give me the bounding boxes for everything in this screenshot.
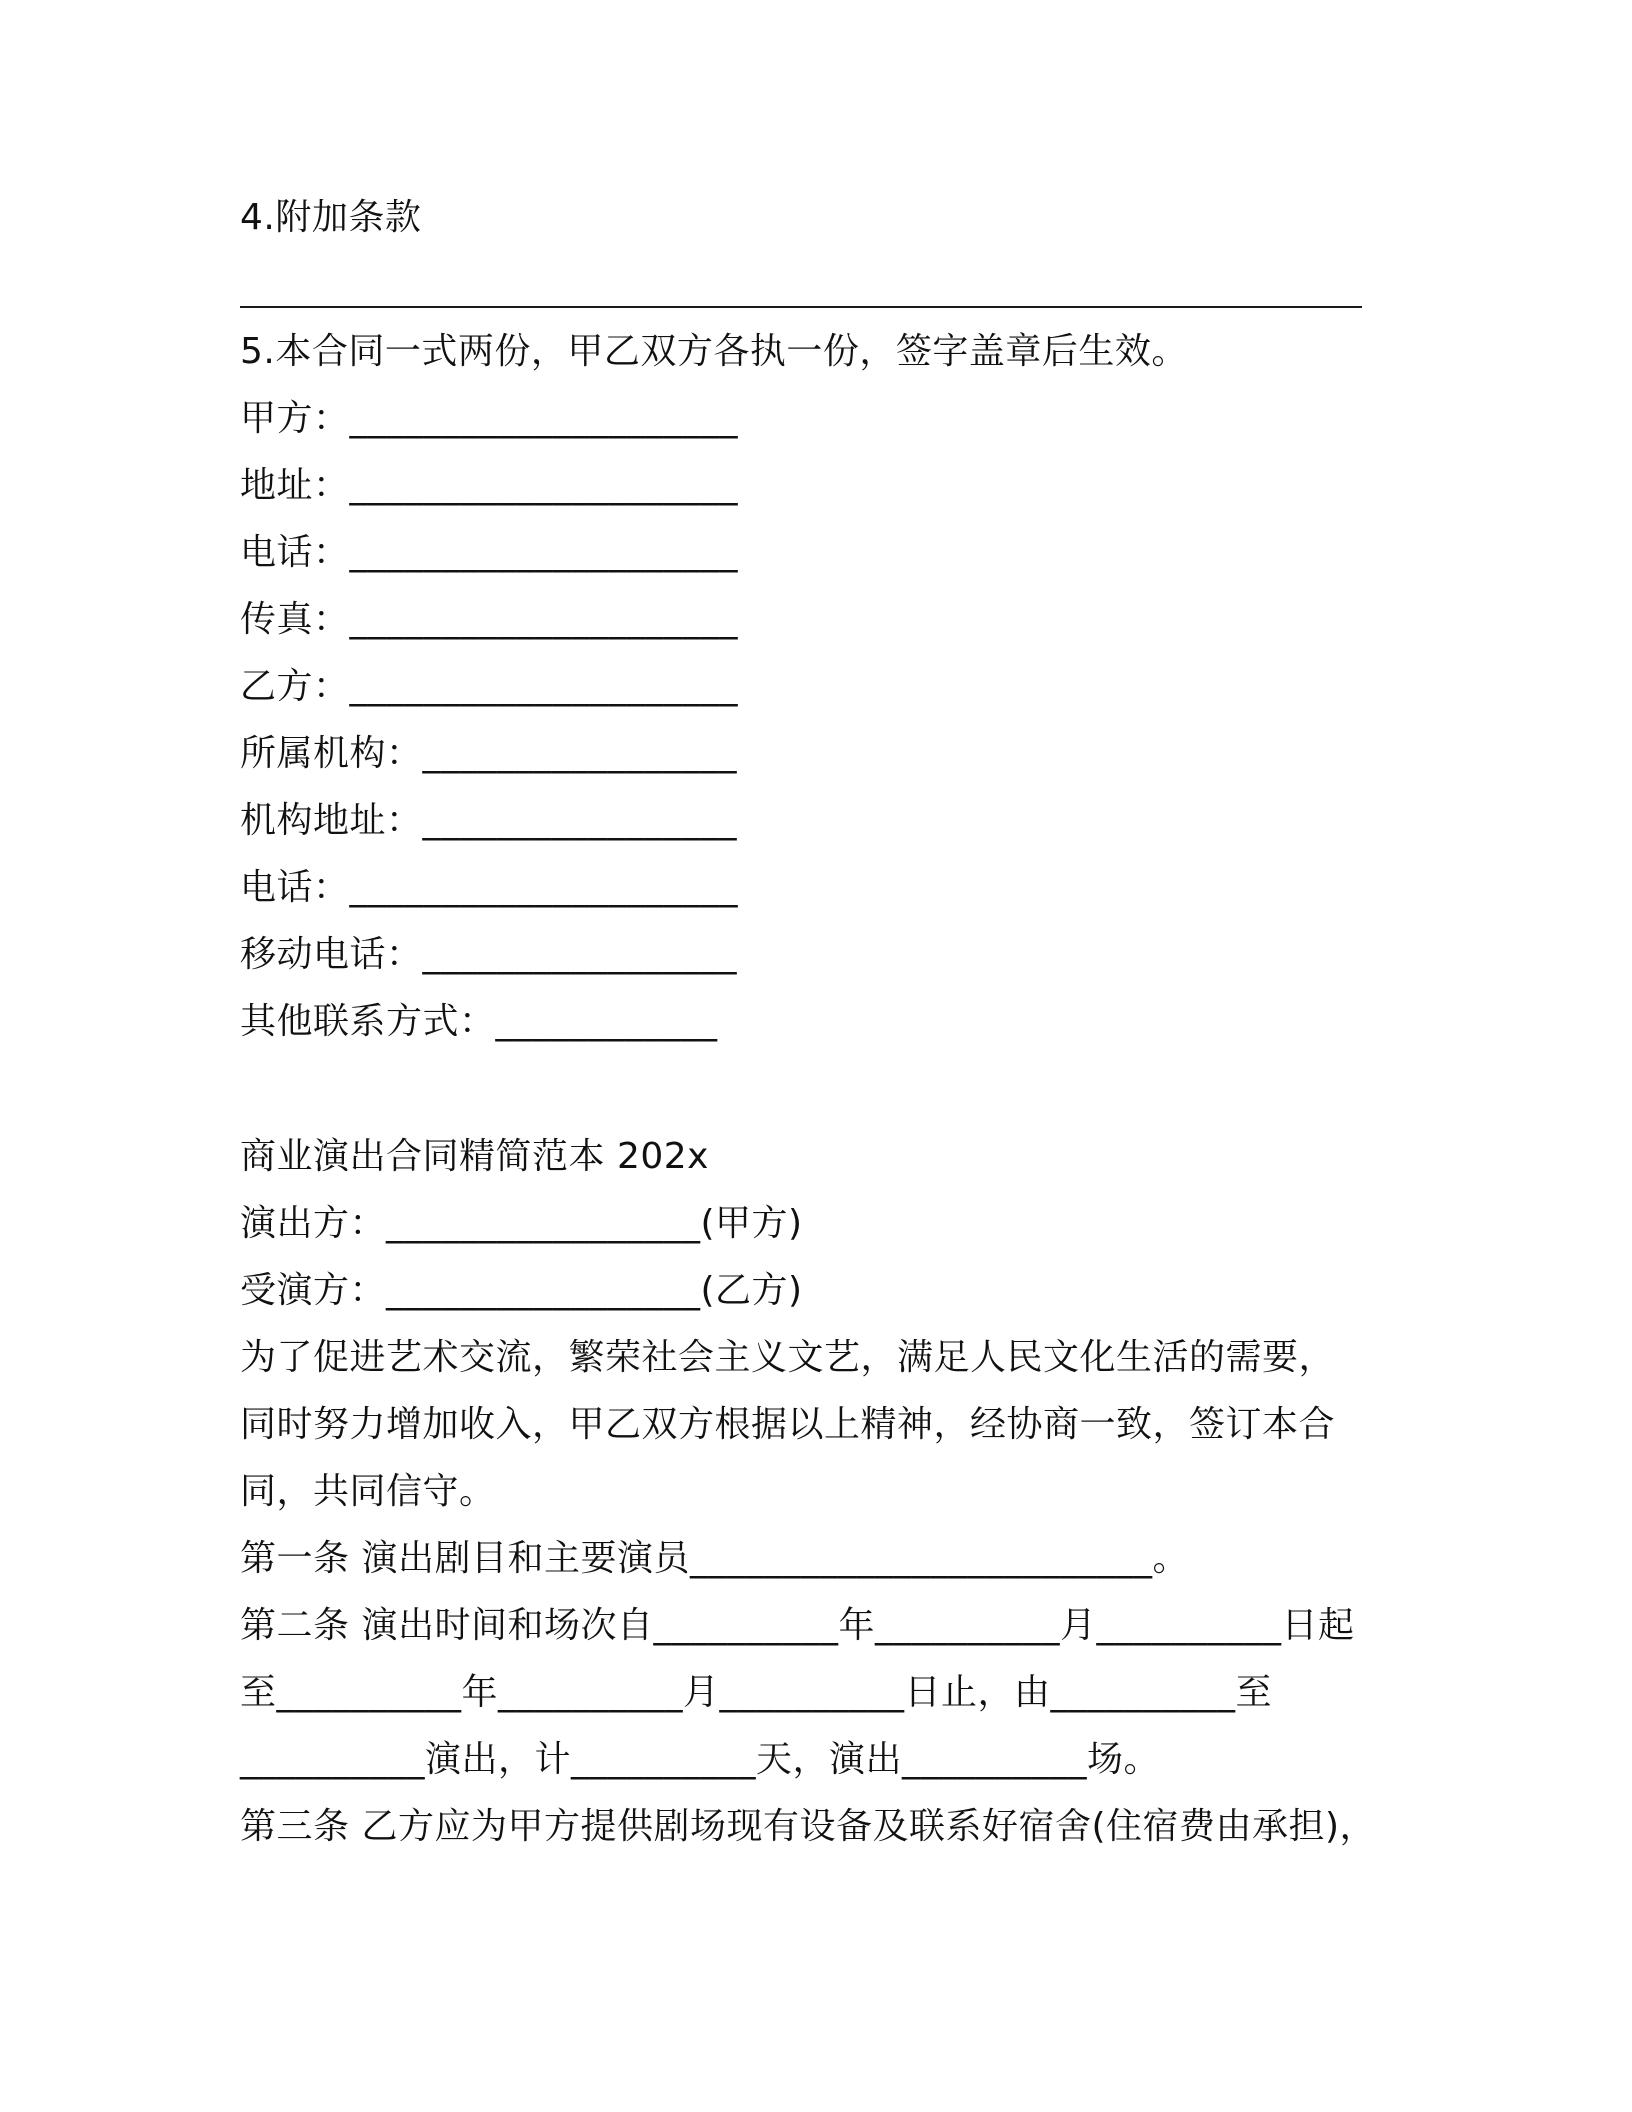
performer-field: 演出方：_________________(甲方) — [240, 1203, 803, 1244]
article-2-line: __________演出，计__________天，演出__________场。 — [240, 1739, 1161, 1780]
address-field: 地址：_____________________ — [240, 465, 739, 506]
article-1: 第一条 演出剧目和主要演员_________________________。 — [240, 1538, 1189, 1579]
mobile-phone-field: 移动电话：_________________ — [240, 934, 738, 975]
organization-address-field: 机构地址：_________________ — [240, 800, 738, 841]
article-2-line: 第二条 演出时间和场次自__________年__________月__________日起 — [240, 1605, 1355, 1646]
party-a-field: 甲方：_____________________ — [240, 398, 739, 439]
preamble-line: 同时努力增加收入，甲乙双方根据以上精神，经协商一致，签订本合 — [240, 1404, 1336, 1445]
host-field: 受演方：_________________(乙方) — [240, 1270, 803, 1311]
other-contact-field: 其他联系方式：____________ — [240, 1001, 718, 1042]
article-2-line: 至__________年__________月__________日止，由__________至 — [240, 1672, 1273, 1713]
contract-title: 商业演出合同精简范本 202x — [240, 1136, 709, 1177]
fax-field: 传真：_____________________ — [240, 599, 739, 640]
preamble-line: 为了促进艺术交流，繁荣社会主义文艺，满足人民文化生活的需要， — [240, 1337, 1336, 1378]
phone-field: 电话：_____________________ — [240, 532, 739, 573]
copies-clause: 5.本合同一式两份，甲乙双方各执一份，签字盖章后生效。 — [240, 331, 1188, 372]
organization-field: 所属机构：_________________ — [240, 733, 738, 774]
preamble-line: 同，共同信守。 — [240, 1471, 496, 1512]
phone-field-2: 电话：_____________________ — [240, 867, 739, 908]
addendum-heading: 4.附加条款 — [240, 197, 422, 238]
addendum-blank-rule — [240, 306, 1362, 308]
article-3: 第三条 乙方应为甲方提供剧场现有设备及联系好宿舍(住宿费由承担)， — [240, 1806, 1377, 1847]
party-b-field: 乙方：_____________________ — [240, 666, 739, 707]
